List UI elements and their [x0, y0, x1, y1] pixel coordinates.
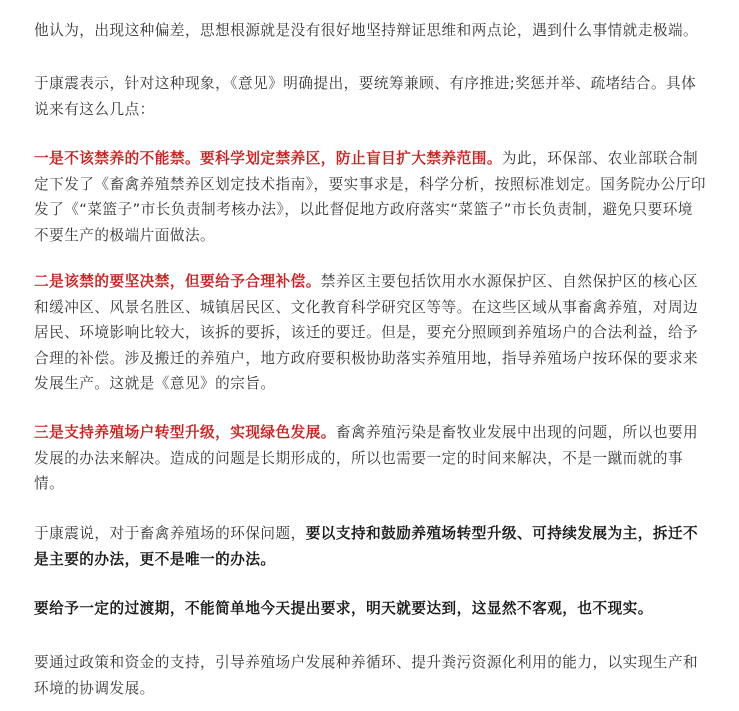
point-two-body: 禁养区主要包括饮用水水源保护区、自然保护区的核心区和缓冲区、风景名胜区、城镇居民区、文化教育科学研究区等等。在这些区域从事畜禽养殖，对周边居民、环境影响比较大，该拆的要拆，该迁的要迁。但是，要充分照顾到养殖场户的合法利益，给予合理的补偿。涉及搬迁的养殖户，地方政府要积极协助落实养殖用地，指导养殖场户按环保的要求来发展生产。这就是《意见》的宗旨。: [34, 273, 699, 392]
paragraph-point-three: [34, 420, 706, 497]
transition-period-emphasis: 要给予一定的过渡期，不能简单地今天提出要求，明天就要达到，这显然不客观，也不现实。: [34, 600, 653, 617]
paragraph-thinking-root-cause: 他认为，出现这种偏差，思想根源就是没有很好地坚持辩证思维和两点论，遇到什么事情就走极端。: [34, 22, 699, 39]
paragraph-environmental-approach: [34, 521, 706, 572]
point-two-heading: 二是该禁的要坚决禁，但要给予合理补偿。: [34, 273, 321, 290]
paragraph-point-two: [34, 269, 706, 397]
point-three-heading: 三是支持养殖场户转型升级，实现绿色发展。: [34, 424, 336, 441]
paragraph-transition-period: [34, 596, 706, 622]
point-one-body: 为此，环保部、农业部联合制定下发了《畜禽养殖禁养区划定技术指南》，要实事求是，科学分析，按照标准划定。国务院办公厅印发了《“菜篮子”市长负责制考核办法》，以此督促地方政府落实“菜篮子”市长负责制，避免只要环境不要生产的极端片面做法。: [34, 150, 706, 244]
point-one-heading: 一是不该禁养的不能禁。要科学划定禁养区，防止盲目扩大禁养范围。: [34, 150, 502, 167]
environmental-approach-lead: 于康震说，对于畜禽养殖场的环保问题，: [34, 525, 306, 542]
paragraph-yu-kangzhen-statement: 于康震表示，针对这种现象，《意见》明确提出，要统筹兼顾、有序推进;奖惩并举、疏堵结合。具体说来有这么几点：: [34, 75, 697, 118]
point-three-body: 畜禽养殖污染是畜牧业发展中出现的问题，所以也要用发展的办法来解决。造成的问题是长期形成的，所以也需要一定的时间来解决，不是一蹴而就的事情。: [34, 424, 699, 492]
paragraph-point-one: [34, 146, 706, 248]
paragraph-policy-support: 要通过政策和资金的支持，引导养殖场户发展种养循环、提升粪污资源化利用的能力，以实现生产和环境的协调发展。: [34, 654, 699, 697]
environmental-approach-emphasis: 要以支持和鼓励养殖场转型升级、可持续发展为主，拆迁不是主要的办法，更不是唯一的办法。: [34, 525, 699, 568]
